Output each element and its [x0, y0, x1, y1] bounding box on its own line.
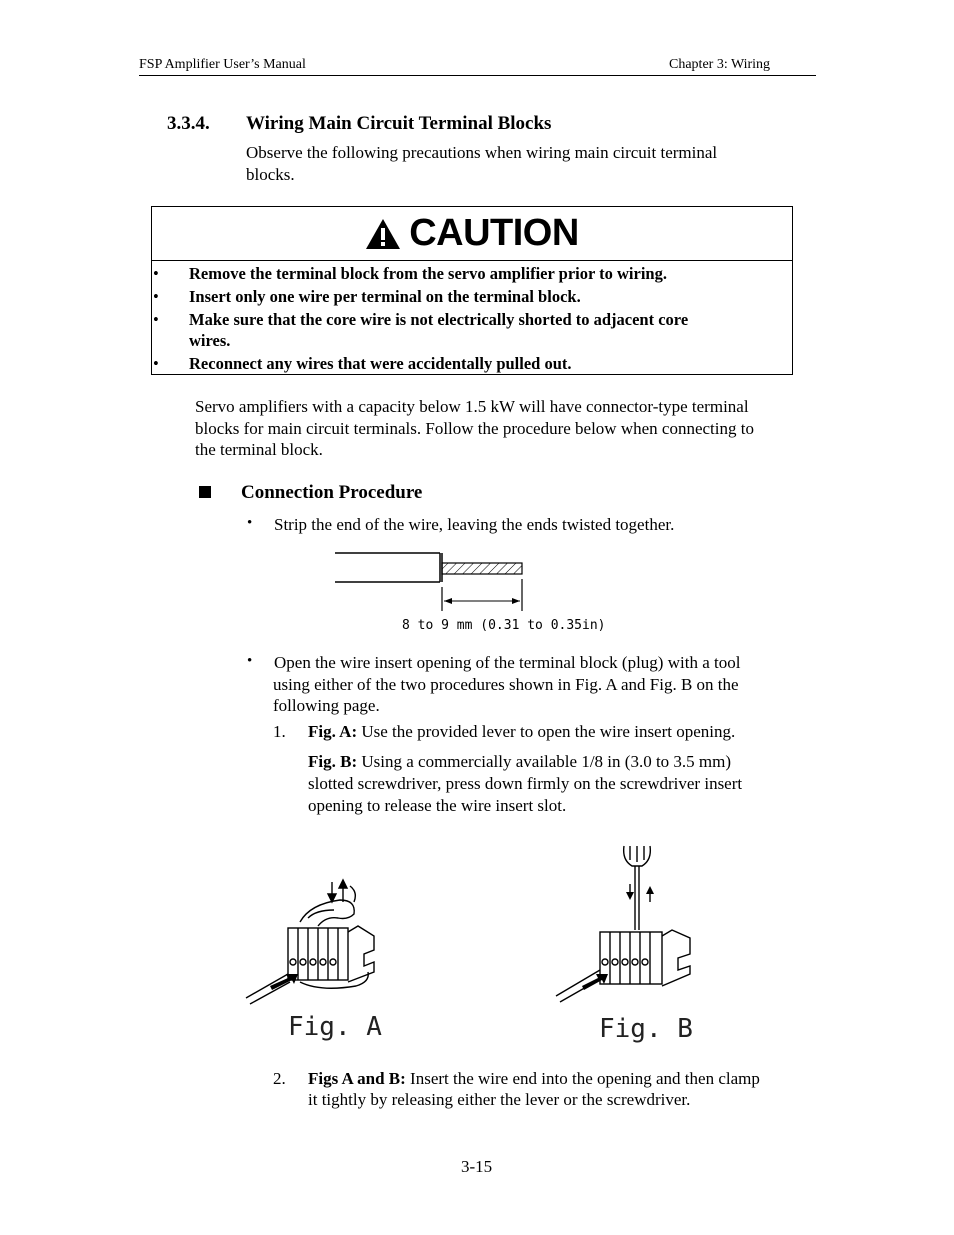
step2-description: Insert the wire end into the opening and then clamp [405, 1069, 760, 1088]
procedure-bullet2-line3: following page. [273, 696, 380, 715]
bullet-icon: • [153, 354, 159, 373]
figb-line2: slotted screwdriver, press down firmly on the screwdriver insert [308, 774, 743, 793]
running-header-title: FSP Amplifier User’s Manual [139, 57, 306, 72]
running-header-chapter: Chapter 3: Wiring [669, 57, 771, 72]
header-rule [139, 75, 816, 76]
caution-title: CAUTION [409, 212, 579, 254]
bullet-icon: • [153, 310, 159, 329]
bullet-icon: • [153, 264, 159, 283]
bullet-icon: • [153, 287, 159, 306]
procedure-bullet1: Strip the end of the wire, leaving the ends twisted together. [274, 515, 675, 534]
figure-b-illustration [550, 840, 730, 1010]
figb-line3: opening to release the wire insert slot. [308, 796, 567, 815]
step1-label: Fig. A: [308, 722, 358, 741]
section-intro-line2: blocks. [246, 165, 295, 184]
caution-item-text: Make sure that the core wire is not electrically shorted to adjacent core [189, 310, 689, 329]
figb-description: Using a commercially available 1/8 in (3.0 to 3.5 mm) [357, 752, 732, 771]
page-number: 3-15 [461, 1157, 493, 1176]
bullet-icon: • [247, 653, 253, 669]
step1-text [308, 721, 735, 743]
section-title: Wiring Main Circuit Terminal Blocks [246, 113, 552, 134]
step2-line1 [308, 1068, 760, 1090]
procedure-bullet2-line1: Open the wire insert opening of the terminal block (plug) with a tool [274, 653, 741, 672]
section-number: 3.3.4. [167, 113, 210, 134]
caution-box [151, 206, 793, 375]
step1-number: 1. [273, 722, 286, 741]
procedure-bullet2-line2: using either of the two procedures shown in Fig. A and Fig. B on the [273, 675, 739, 694]
caution-item-text: Insert only one wire per terminal on the terminal block. [189, 287, 581, 306]
caution-item-text: wires. [189, 331, 231, 350]
figure-b-label: Fig. B [599, 1014, 693, 1044]
figb-line1 [308, 751, 731, 773]
procedure-title: Connection Procedure [241, 482, 423, 503]
servo-paragraph-line2: blocks for main circuit terminals. Follow the procedure below when connecting to [195, 419, 754, 438]
figure-a-label: Fig. A [288, 1012, 382, 1042]
bullet-icon: • [247, 515, 253, 531]
caution-item-text: Reconnect any wires that were accidentally pulled out. [189, 354, 572, 373]
figb-label: Fig. B: [308, 752, 358, 771]
figure-a-illustration [240, 870, 420, 1010]
section-intro-line1: Observe the following precautions when wiring main circuit terminal [246, 143, 718, 162]
caution-item-text: Remove the terminal block from the servo amplifier prior to wiring. [189, 264, 667, 283]
step2-label: Figs A and B: [308, 1069, 406, 1088]
square-bullet-icon [199, 486, 211, 498]
step1-description: Use the provided lever to open the wire insert opening. [357, 722, 736, 741]
servo-paragraph-line1: Servo amplifiers with a capacity below 1.5 kW will have connector-type terminal [195, 397, 749, 416]
step2-number: 2. [273, 1069, 286, 1088]
caution-header [152, 207, 792, 261]
strip-dimension-label: 8 to 9 mm (0.31 to 0.35in) [402, 618, 606, 633]
servo-paragraph-line3: the terminal block. [195, 440, 323, 459]
step2-line2: it tightly by releasing either the lever or the screwdriver. [308, 1090, 691, 1109]
warning-triangle-icon [365, 218, 401, 250]
